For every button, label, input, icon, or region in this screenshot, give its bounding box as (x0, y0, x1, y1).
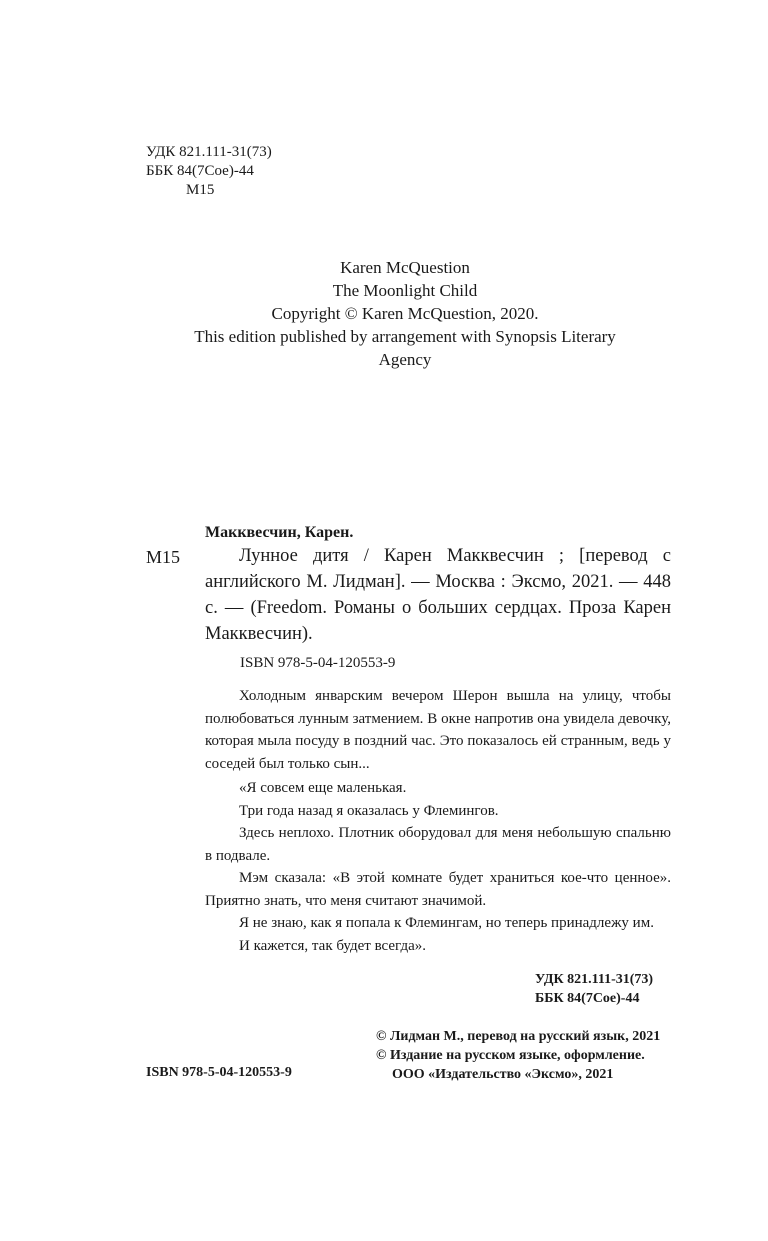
original-copyright: Copyright © Karen McQuestion, 2020. (271, 304, 539, 323)
quote-line: Здесь неплохо. Плотник оборудовал для меня небольшую спальню в подвале. (205, 825, 671, 864)
translation-copyright: © Лидман М., перевод на русский язык, 2021 (376, 1029, 661, 1044)
catalog-author-mark: М15 (146, 547, 181, 567)
bottom-udk: УДК 821.111-31(73) (535, 972, 654, 987)
bottom-classification (535, 970, 653, 1008)
original-credits (0, 256, 768, 371)
bottom-bbk: ББК 84(7Сое)-44 (535, 991, 640, 1006)
quote-line: Три года назад я оказалась у Флемингов. (239, 802, 499, 819)
quote-line: Я не знаю, как я попала к Флемингам, но теперь принадлежу им. (239, 915, 654, 931)
copyright-block (376, 1027, 660, 1084)
catalog-isbn: ISBN 978-5-04-120553-9 (240, 655, 396, 671)
quote-line: «Я совсем еще маленькая. (239, 780, 407, 796)
bottom-isbn: ISBN 978-5-04-120553-9 (146, 1065, 292, 1080)
classification-codes (146, 143, 272, 200)
bibliographic-description: Лунное дитя / Карен Макквесчин ; [перевод с английского М. Лидман]. — Москва : Эксмо, 2021. — 448 с. — (Freedom. Романы о больших сердцах. Проза Карен Макквесчин). (205, 546, 671, 644)
book-annotation: Холодным январским вечером Шерон вышла на улицу, чтобы полюбоваться лунным затмением. В окне напротив она увидела девочку, которая мыла посуду в поздний час. Это показалось ей странным, ведь у соседей был только сын... (205, 688, 671, 772)
edition-note-line2: Agency (378, 350, 432, 369)
original-author: Karen McQuestion (340, 258, 470, 277)
quote-line: Мэм сказала: «В этой комнате будет храниться кое-что ценное». Приятно знать, что меня считают значимой. (205, 870, 671, 909)
publisher-copyright: ООО «Издательство «Эксмо», 2021 (392, 1067, 614, 1082)
udk-code: УДК 821.111-31(73) (146, 144, 272, 160)
author-mark: М15 (186, 182, 215, 198)
edition-note-line1: This edition published by arrangement with Synopsis Literary (194, 327, 616, 346)
original-title: The Moonlight Child (332, 281, 478, 300)
bbk-code: ББК 84(7Сое)-44 (146, 163, 254, 179)
edition-copyright: © Издание на русском языке, оформление. (376, 1048, 645, 1063)
book-quote (205, 777, 671, 957)
quote-line: И кажется, так будет всегда». (239, 937, 427, 954)
catalog-author-heading: Макквесчин, Карен. (205, 524, 354, 541)
